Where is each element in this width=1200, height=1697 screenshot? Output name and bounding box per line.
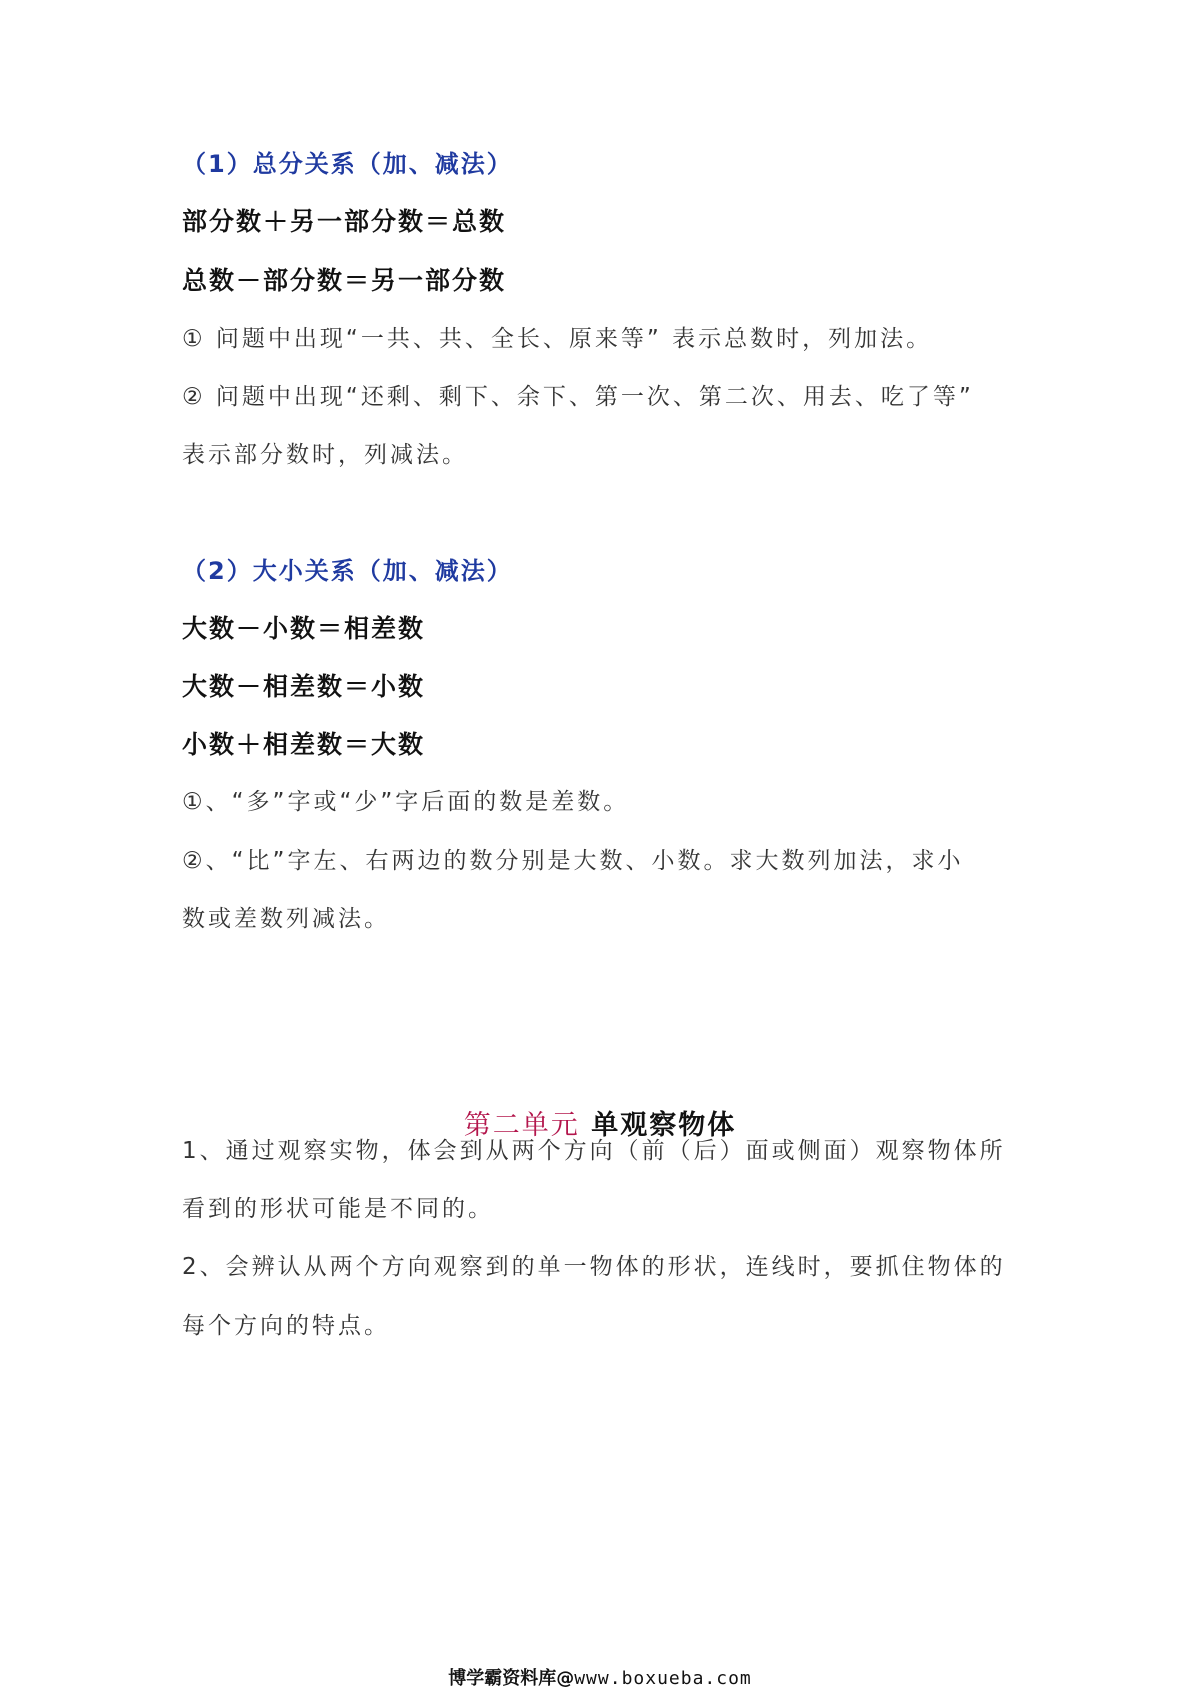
- section2-heading: （2）大小关系（加、减法）: [182, 557, 513, 585]
- unit2-item-1-line-1: 1、通过观察实物，体会到从两个方向（前（后）面或侧面）观察物体所: [182, 1138, 1006, 1164]
- section1-heading: （1）总分关系（加、减法）: [182, 150, 513, 178]
- unit2-title-number: 第二单元: [463, 1110, 580, 1141]
- section2-formula-2: 大数－相差数＝小数: [182, 672, 426, 701]
- section2-note-2-line-1: ②、“比”字左、右两边的数分别是大数、小数。求大数列加法，求小: [182, 848, 964, 874]
- unit2-item-2-line-2: 每个方向的特点。: [182, 1313, 390, 1339]
- unit2-item-2-line-1: 2、会辨认从两个方向观察到的单一物体的形状，连线时，要抓住物体的: [182, 1254, 1006, 1280]
- section2-note-1: ①、“多”字或“少”字后面的数是差数。: [182, 789, 630, 815]
- footer-brand: 博学霸资料库@: [448, 1668, 575, 1689]
- section2-formula-1: 大数－小数＝相差数: [182, 614, 426, 643]
- footer-url[interactable]: www.boxueba.com: [574, 1668, 752, 1689]
- section1-formula-1: 部分数＋另一部分数＝总数: [182, 207, 507, 236]
- section1-note-1: ① 问题中出现“一共、共、全长、原来等” 表示总数时，列加法。: [182, 326, 933, 352]
- unit2-item-1-line-2: 看到的形状可能是不同的。: [182, 1196, 494, 1222]
- section1-note-2-line-2: 表示部分数时，列减法。: [182, 442, 468, 468]
- section2-formula-3: 小数＋相差数＝大数: [182, 730, 426, 759]
- section2-note-2-line-2: 数或差数列减法。: [182, 906, 390, 932]
- unit2-title-name: 单观察物体: [591, 1110, 737, 1141]
- section1-note-2-line-1: ② 问题中出现“还剩、剩下、余下、第一次、第二次、用去、吃了等”: [182, 384, 974, 410]
- page-footer: [0, 1668, 1200, 1690]
- section1-formula-2: 总数－部分数＝另一部分数: [182, 266, 507, 295]
